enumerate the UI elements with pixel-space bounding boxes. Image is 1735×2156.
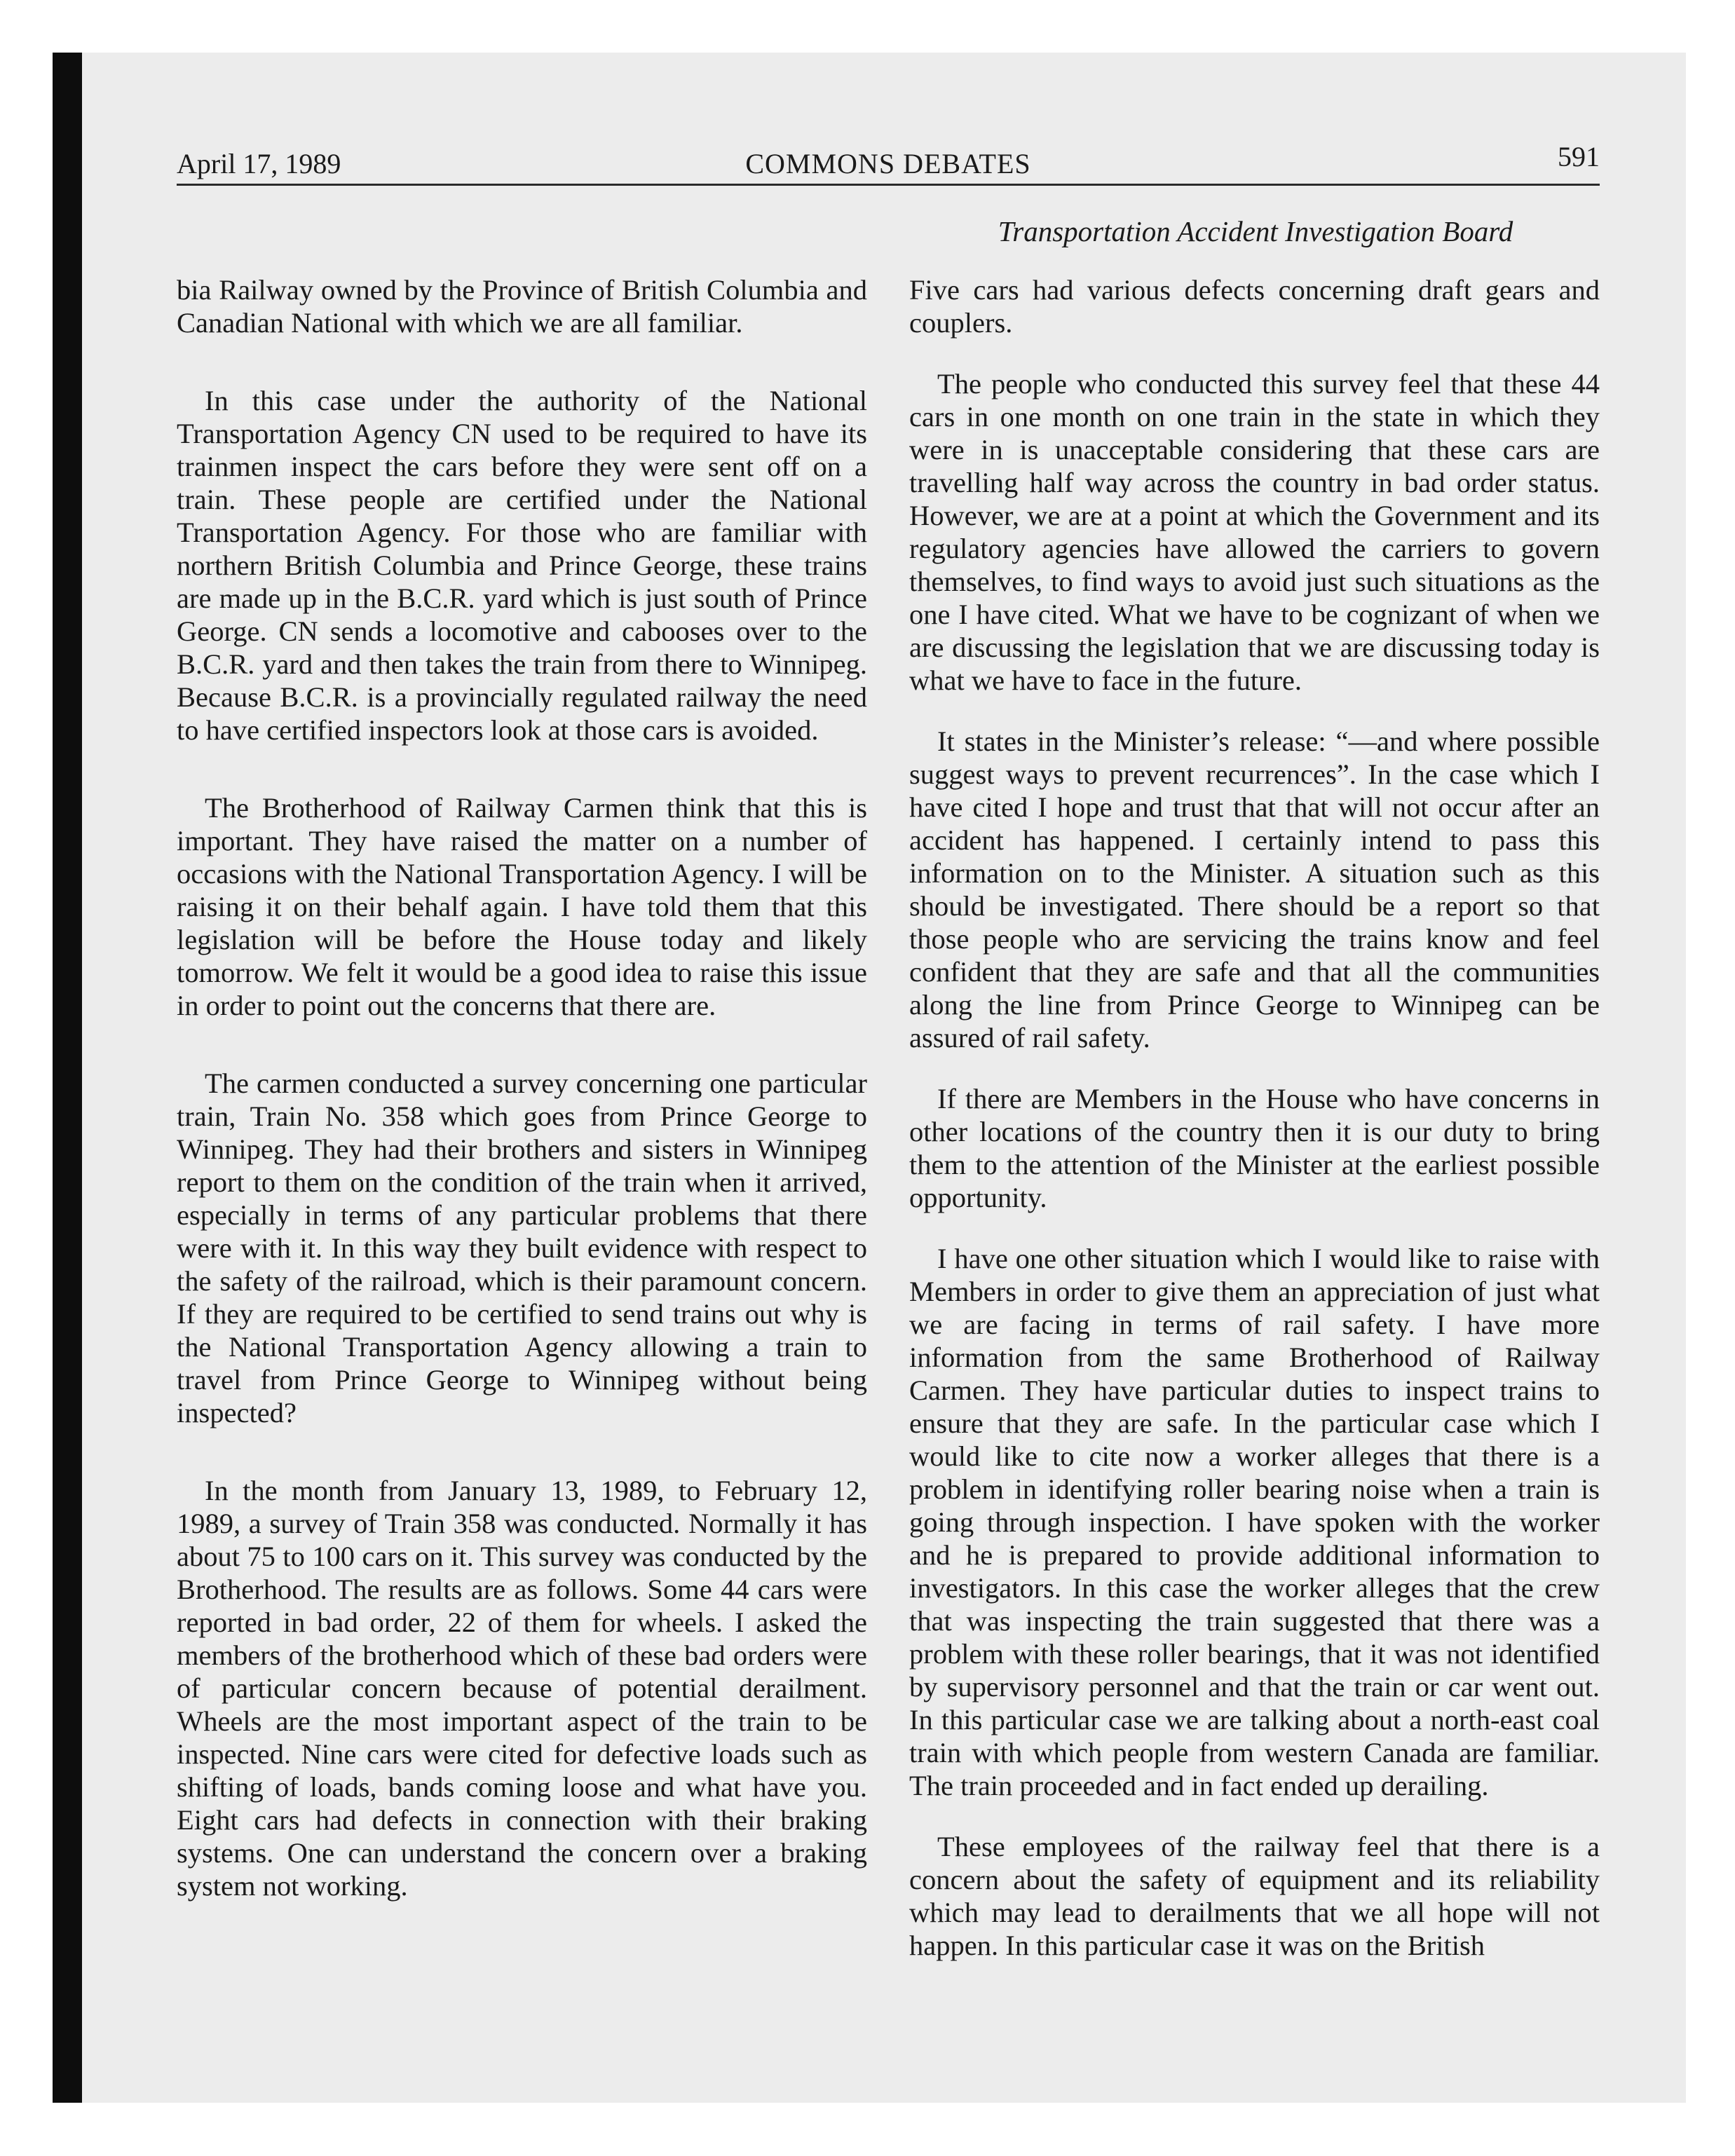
page-header bbox=[177, 140, 1600, 186]
page-number: 591 bbox=[1558, 141, 1600, 172]
paragraph: Five cars had various defects concerning draft gears and couplers. bbox=[909, 274, 1600, 339]
header-title: COMMONS DEBATES bbox=[745, 148, 1031, 179]
paragraph: The people who conducted this survey feel that these 44 cars in one month on one train in the state in which they were in is unacceptable considering that these cars are travelling half way across the country in bad order status. However, we are at a point at which the Government and its regulatory agencies have allowed the carriers to govern themselves, to find ways to avoid just such situations as the one I have cited. What we have to be cognizant of when we are discussing the legislation that we are discussing today is what we have to face in the future. bbox=[909, 368, 1600, 696]
paragraph: In this case under the authority of the National Transportation Agency CN used to be required to have its trainmen inspect the cars before they were sent off on a train. These people are certified under the National Transportation Agency. For those who are familiar with northern British Columbia and Prince George, these trains are made up in the B.C.R. yard which is just south of Prince George. CN sends a locomotive and cabooses over to the B.C.R. yard and then takes the train from there to Winnipeg. Because B.C.R. is a provincially regulated railway the need to have certified inspectors look at those cars is avoided. bbox=[177, 385, 867, 746]
paragraph: In the month from January 13, 1989, to February 12, 1989, a survey of Train 358 was conducted. Normally it has about 75 to 100 cars on it. This survey was conducted by the Brotherhood. The results are as follows. Some 44 cars were reported in bad order, 22 of them for wheels. I asked the members of the brotherhood which of these bad orders were of particular concern because of potential derailment. Wheels are the most important aspect of the train to be inspected. Nine cars were cited for defective loads such as shifting of loads, bands coming loose and what have you. Eight cars had defects in connection with their braking systems. One can understand the concern over a braking system not working. bbox=[177, 1475, 867, 1902]
paragraph: I have one other situation which I would like to raise with Members in order to give them an appreciation of just what we are facing in terms of rail safety. I have more information from the same Brotherhood of Railway Carmen. They have particular duties to inspect trains to ensure that they are safe. In the particular case which I would like to cite now a worker alleges that there is a problem in identifying roller bearing noise when a train is going through inspection. I have spoken with the worker and he is prepared to provide additional information to investigators. In this case the worker alleges that the crew that was inspecting the train suggested that there was a problem with these roller bearings, that it was not identified by supervisory personnel and that the train or car went out. In this particular case we are talking about a north-east coal train with which people from western Canada are familiar. The train proceeded and in fact ended up derailing. bbox=[909, 1243, 1600, 1801]
section-title: Transportation Accident Investigation Board bbox=[998, 215, 1513, 247]
right-column bbox=[909, 273, 1600, 1962]
paragraph: If there are Members in the House who have concerns in other locations of the country then it is our duty to bring them to the attention of the Minister at the earliest possible opportunity. bbox=[909, 1083, 1600, 1213]
paragraph: The carmen conducted a survey concerning one particular train, Train No. 358 which goes from Prince George to Winnipeg. They had their brothers and sisters in Winnipeg report to them on the condition of the train when it arrived, especially in terms of any particular problems that there were with it. In this way they built evidence with respect to the safety of the railroad, which is their paramount concern. If they are required to be certified to send trains out why is the National Transportation Agency allowing a train to travel from Prince George to Winnipeg without being inspected? bbox=[177, 1067, 867, 1428]
paragraph: bia Railway owned by the Province of British Columbia and Canadian National with which we are all familiar. bbox=[177, 274, 867, 339]
left-column bbox=[177, 273, 867, 1902]
header-date: April 17, 1989 bbox=[177, 148, 341, 179]
paragraph: It states in the Minister’s release: “—and where possible suggest ways to prevent recurrences”. In the case which I have cited I hope and trust that that will not occur after an accident has happened. I certainly intend to pass this information on to the Minister. A situation such as this should be investigated. There should be a report so that those people who are servicing the trains know and feel confident that they are safe and that all the communities along the line from Prince George to Winnipeg can be assured of rail safety. bbox=[909, 725, 1600, 1053]
paragraph: The Brotherhood of Railway Carmen think that this is important. They have raised the matter on a number of occasions with the National Transportation Agency. I will be raising it on their behalf again. I have told them that this legislation will be before the House today and likely tomorrow. We felt it would be a good idea to raise this issue in order to point out the concerns that there are. bbox=[177, 792, 867, 1021]
binding-edge bbox=[53, 53, 82, 2103]
paragraph: These employees of the railway feel that there is a concern about the safety of equipment and its reliability which may lead to derailments that we all hope will not happen. In this particular case it was on the British bbox=[909, 1831, 1600, 1961]
